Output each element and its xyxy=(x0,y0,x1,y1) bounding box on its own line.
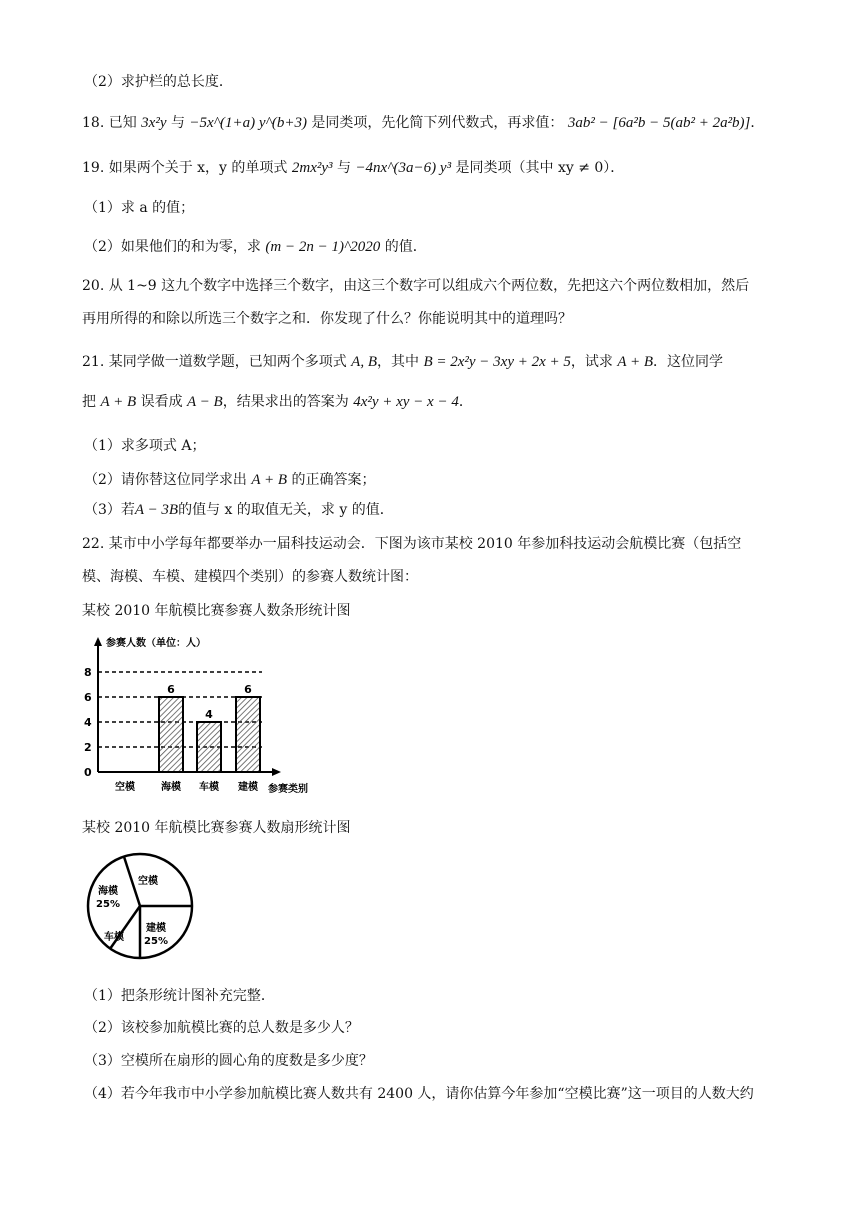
q21-part-2 xyxy=(84,470,376,490)
q21-end: ．这位同学 xyxy=(653,354,724,370)
q19-part-2 xyxy=(84,237,427,257)
q21b-a-plus-b: A + B xyxy=(100,394,137,410)
y-tick-label: 2 xyxy=(84,741,92,754)
q21b-a-minus-b: A − B xyxy=(187,394,223,410)
bar-chart-title: 某校 2010 年航模比赛参赛人数条形统计图 xyxy=(82,603,351,619)
y-tick-label: 8 xyxy=(84,666,92,679)
q21-prefix: 21. 某同学做一道数学题，已知两个多项式 xyxy=(82,354,347,370)
q21-a-plus-b: A + B xyxy=(617,354,654,370)
line-q17-2: （2）求护栏的总长度． xyxy=(84,74,233,90)
q21-2-end: 的正确答案； xyxy=(291,472,376,488)
q19-prefix: 19. 如果两个关于 x，y 的单项式 xyxy=(82,160,288,176)
bar xyxy=(159,697,183,772)
q22-line-1: 22. 某市中小学每年都要举办一届科技运动会．下图为该市某校 2010 年参加科技运动会航模比赛（包括空 xyxy=(82,536,742,552)
category-label: 空模 xyxy=(115,782,135,793)
question-18 xyxy=(82,113,764,133)
q19-text-and: 与 xyxy=(336,160,351,176)
q18-term-2: −5x^(1+a) y^(b+3) xyxy=(189,115,307,131)
category-label: 车模 xyxy=(199,782,219,793)
question-19 xyxy=(82,158,624,178)
q20-line-2: 再用所得的和除以所选三个数字之和．你发现了什么？你能说明其中的道理吗？ xyxy=(82,311,572,327)
q21b-prefix: 把 xyxy=(82,394,96,410)
q18-end: ． xyxy=(750,115,765,131)
q21b-answer: 4x²y + xy − x − 4 xyxy=(353,394,459,410)
q21-text-2: ，试求 xyxy=(570,354,613,370)
q18-expression: 3ab² − [6a²b − 5(ab² + 2a²b)] xyxy=(567,115,751,131)
y-tick-label: 4 xyxy=(84,716,92,729)
q21-part-3 xyxy=(84,500,394,520)
y-tick-label: 0 xyxy=(84,766,92,779)
q22-part-3: （3）空模所在扇形的圆心角的度数是多少度？ xyxy=(84,1053,373,1069)
q18-prefix: 18. 已知 xyxy=(82,115,137,131)
bar-value-label: 4 xyxy=(205,708,213,721)
pie-chart-title: 某校 2010 年航模比赛参赛人数扇形统计图 xyxy=(82,820,351,836)
q22-part-2: （2）该校参加航模比赛的总人数是多少人？ xyxy=(84,1020,359,1036)
pie-slice-percent: 25% xyxy=(144,936,168,947)
y-axis-label: 参赛人数（单位：人） xyxy=(106,638,206,649)
q21b-end: ． xyxy=(458,394,473,410)
q18-term-1: 3x²y xyxy=(141,115,167,131)
q21-ab: A, B xyxy=(351,354,377,370)
pie-slice-label: 车模 xyxy=(104,932,124,943)
category-label: 海模 xyxy=(161,782,181,793)
category-label: 建模 xyxy=(238,782,258,793)
q20-line-1: 20. 从 1~9 这九个数字中选择三个数字，由这三个数字可以组成六个两位数，先把这六个两位数相加，然后 xyxy=(82,278,750,294)
bar xyxy=(197,722,221,772)
q19-end: 是同类项（其中 xy ≠ 0）． xyxy=(455,160,625,176)
q21b-text-2: ，结果求出的答案为 xyxy=(222,394,349,410)
q22-line-2: 模、海模、车模、建模四个类别）的参赛人数统计图： xyxy=(82,569,418,585)
q21-3-end: 的值与 x 的取值无关，求 y 的值． xyxy=(178,502,394,518)
q21-2-prefix: （2）请你替这位同学求出 xyxy=(84,472,247,488)
pie-chart xyxy=(82,848,198,966)
q19-term-2: −4nx^(3a−6) y³ xyxy=(355,160,452,176)
q22-part-4: （4）若今年我市中小学参加航模比赛人数共有 2400 人，请你估算今年参加“空模比赛”这一项目的人数大约 xyxy=(84,1086,754,1102)
q18-text: 是同类项，先化简下列代数式，再求值： xyxy=(311,115,564,131)
bar-value-label: 6 xyxy=(167,683,175,696)
x-axis-arrow xyxy=(272,768,281,776)
q21-text: ，其中 xyxy=(377,354,419,370)
q21-2-a-plus-b: A + B xyxy=(251,472,288,488)
q22-part-1: （1）把条形统计图补充完整． xyxy=(84,988,275,1004)
q19-2-expression: (m − 2n − 1)^2020 xyxy=(265,239,381,255)
q21-b-definition: B = 2x²y − 3xy + 2x + 5 xyxy=(423,354,571,370)
q19-term-1: 2mx²y³ xyxy=(291,160,333,176)
q21-3-prefix: （3）若 xyxy=(84,502,135,518)
q21-3-expression: A − 3B xyxy=(134,502,179,518)
q21-part-1: （1）求多项式 A； xyxy=(84,438,206,454)
q21-line-2 xyxy=(82,392,473,412)
y-axis-arrow xyxy=(94,637,102,646)
y-tick-label: 6 xyxy=(84,691,92,704)
pie-slice-percent: 25% xyxy=(96,899,120,910)
bar-value-label: 6 xyxy=(244,683,252,696)
bar-chart xyxy=(78,634,338,804)
q19-2-end: 的值． xyxy=(384,239,427,255)
pie-slice-label: 海模 xyxy=(98,886,118,897)
pie-slice-label: 空模 xyxy=(138,876,158,887)
q21-line-1 xyxy=(82,352,723,372)
bar xyxy=(236,697,260,772)
pie-slice-label: 建模 xyxy=(146,923,166,934)
q19-part-1: （1）求 a 的值； xyxy=(84,200,195,216)
q18-text-and: 与 xyxy=(170,115,185,131)
q19-2-prefix: （2）如果他们的和为零，求 xyxy=(84,239,261,255)
q21b-text: 误看成 xyxy=(140,394,183,410)
x-axis-label: 参赛类别 xyxy=(268,784,308,795)
